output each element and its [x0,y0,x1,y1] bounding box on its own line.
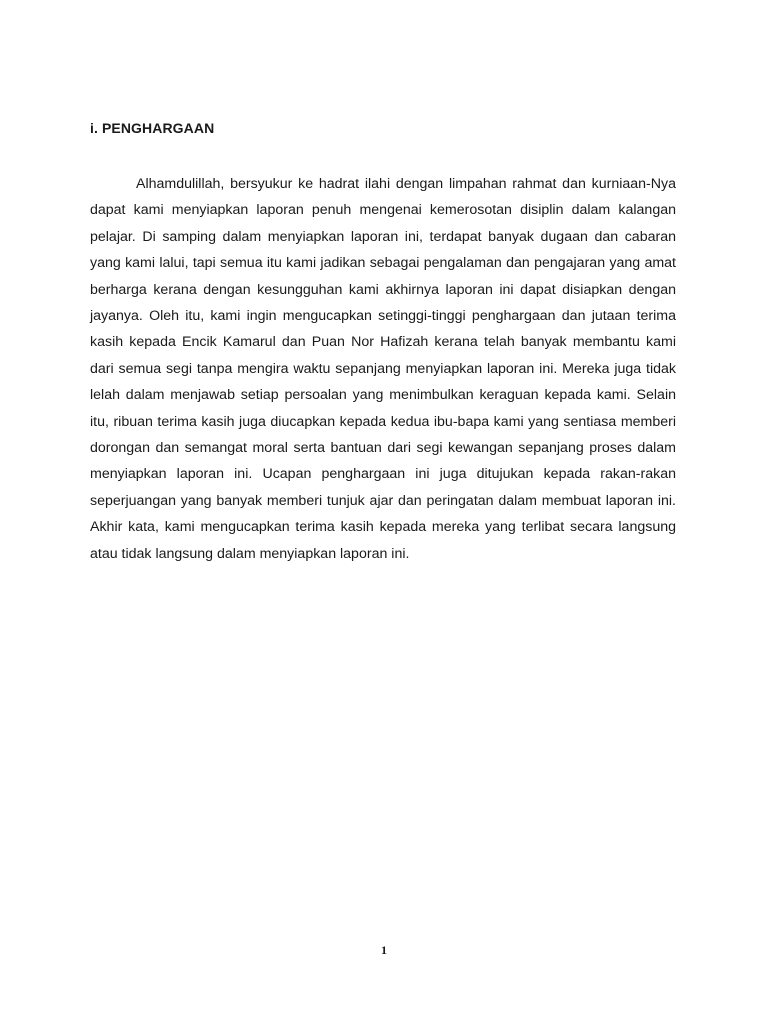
section-heading: i. PENGHARGAAN [90,120,215,136]
page-number: 1 [381,943,387,957]
acknowledgement-paragraph: Alhamdulillah, bersyukur ke hadrat ilahi dengan limpahan rahmat dan kurniaan-Nya dapat kami menyiapkan laporan penuh mengenai kemerosotan disiplin dalam kalangan pelajar. Di samping dalam menyiapkan laporan ini, terdapat banyak dugaan dan cabaran yang kami lalui, tapi semua itu kami jadikan sebagai pengalaman dan pengajaran yang amat berharga kerana dengan kesungguhan kami akhirnya laporan ini dapat disiapkan dengan jayanya. Oleh itu, kami ingin mengucapkan setinggi-tinggi penghargaan dan jutaan terima kasih kepada Encik Kamarul dan Puan Nor Hafizah kerana telah banyak membantu kami dari semua segi tanpa mengira waktu sepanjang menyiapkan laporan ini. Mereka juga tidak lelah dalam menjawab setiap persoalan yang menimbulkan keraguan kepada kami. Selain itu, ribuan terima kasih juga diucapkan kepada kedua ibu-bapa kami yang sentiasa memberi dorongan dan semangat moral serta bantuan dari segi kewangan sepanjang proses dalam menyiapkan laporan ini. Ucapan penghargaan ini juga ditujukan kepada rakan-rakan seperjuangan yang banyak memberi tunjuk ajar dan peringatan dalam membuat laporan ini. Akhir kata, kami mengucapkan terima kasih kepada mereka yang terlibat secara langsung atau tidak langsung dalam menyiapkan laporan ini. [90,176,676,562]
